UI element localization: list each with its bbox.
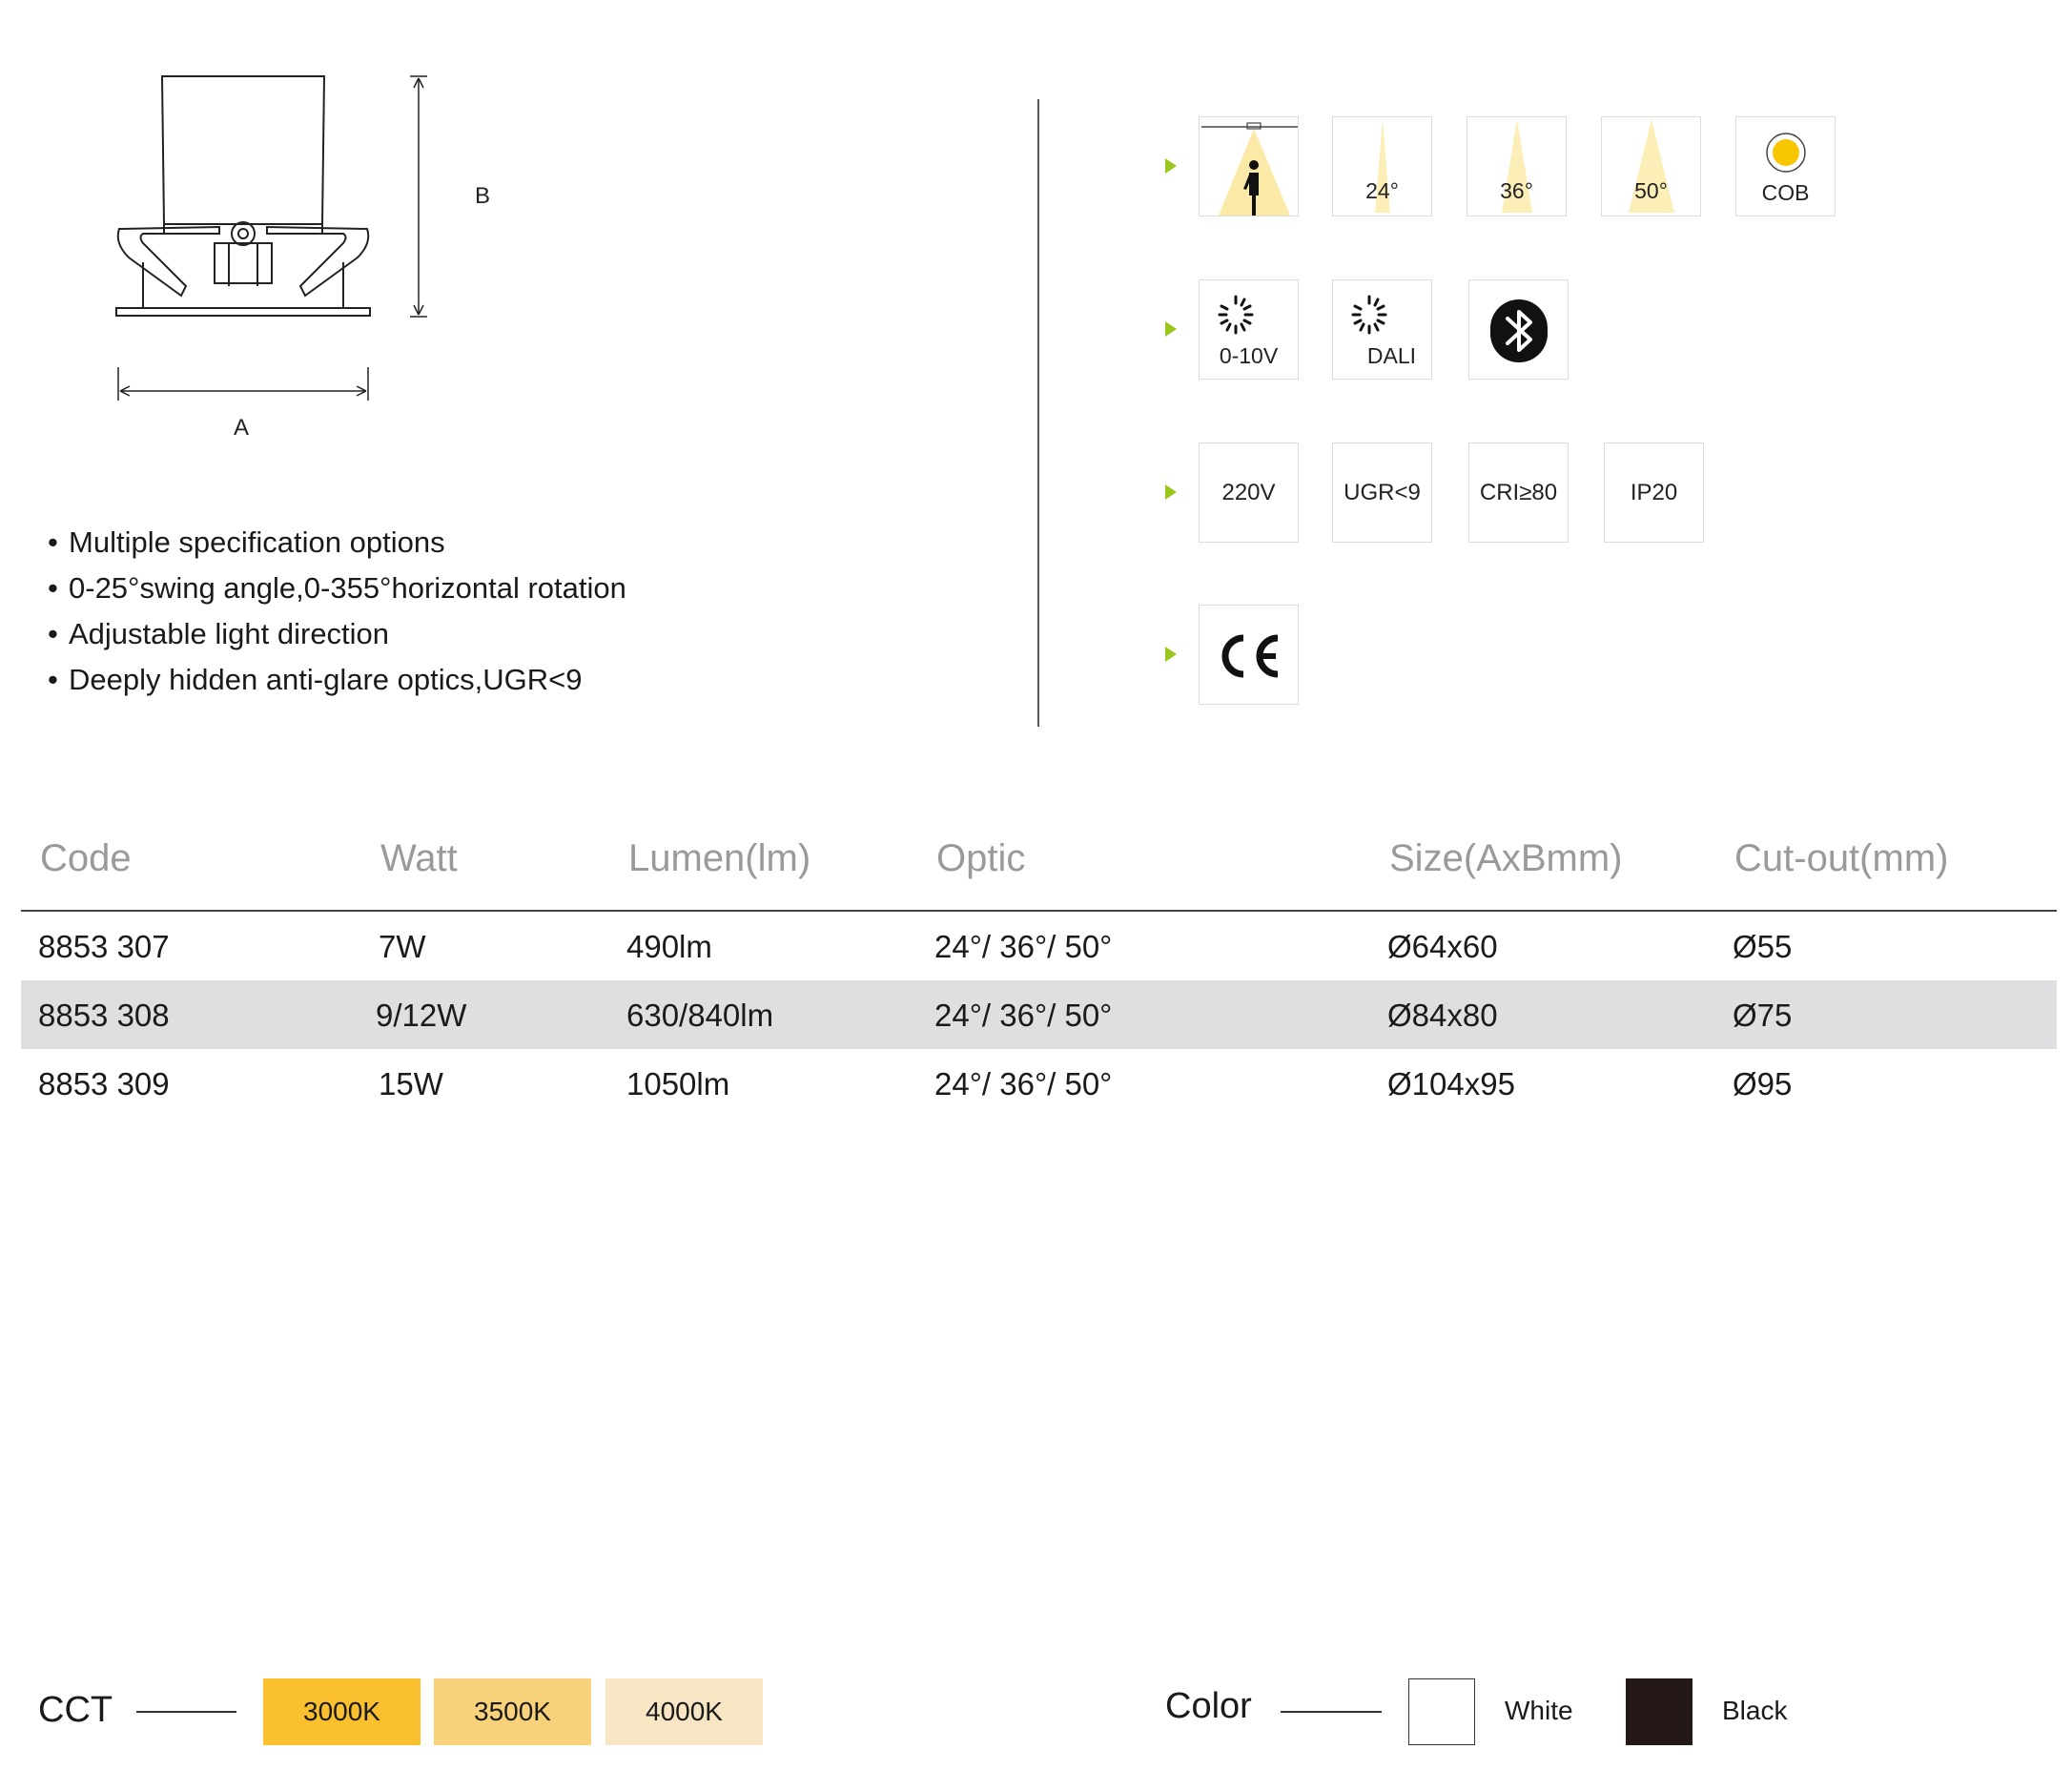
- tile-beam-24: [1332, 116, 1432, 216]
- color-connector-line: [1281, 1711, 1382, 1713]
- cct-3000k-swatch: 3000K: [263, 1678, 421, 1745]
- cct-3500k-swatch: 3500K: [434, 1678, 591, 1745]
- tile-ip-rating: [1604, 442, 1704, 543]
- color-black-label: Black: [1722, 1696, 1788, 1725]
- table-row: 8853 307 7W 490lm 24°/ 36°/ 50° Ø64x60 Ø55: [38, 929, 1793, 964]
- product-drawing: [95, 67, 534, 467]
- bluetooth-icon: [1469, 280, 1569, 381]
- header-watt: Watt: [380, 837, 458, 879]
- header-cutout: Cut-out(mm): [1734, 837, 1949, 879]
- color-white-label: White: [1505, 1696, 1573, 1725]
- tile-person-lighting: [1199, 116, 1299, 216]
- tile-ce-mark: [1199, 605, 1299, 705]
- table-header: [21, 828, 2057, 912]
- header-lumen: Lumen(lm): [628, 837, 811, 879]
- green-arrow-icon: [1165, 321, 1177, 337]
- cct-label: CCT: [38, 1690, 113, 1730]
- color-black-swatch: [1626, 1678, 1692, 1745]
- green-arrow-icon: [1165, 158, 1177, 174]
- dimming-0-10v-label: 0-10V: [1219, 343, 1279, 368]
- beam-36-label: 36°: [1500, 178, 1533, 203]
- dimming-dali-label: DALI: [1366, 343, 1417, 368]
- person-under-light-icon: [1200, 117, 1300, 217]
- vertical-divider: [1037, 99, 1039, 727]
- cri-label: CRI≥80: [1479, 479, 1558, 505]
- tile-cri: [1468, 442, 1569, 543]
- header-size: Size(AxBmm): [1389, 837, 1623, 879]
- color-label: Color: [1165, 1686, 1252, 1726]
- tile-beam-36: [1467, 116, 1567, 216]
- tile-dimming-dali: [1332, 279, 1432, 380]
- feature-item: • Deeply hidden anti-glare optics,UGR<9: [48, 663, 583, 696]
- tile-ugr: [1332, 442, 1432, 543]
- voltage-label: 220V: [1221, 479, 1276, 505]
- tile-dimming-0-10v: [1199, 279, 1299, 380]
- beam-50-label: 50°: [1634, 178, 1668, 203]
- green-arrow-icon: [1165, 647, 1177, 662]
- dimension-b-label: B: [475, 183, 491, 209]
- table-row: 8853 308 9/12W 630/840lm 24°/ 36°/ 50° Ø84x80 Ø75: [21, 980, 2057, 1049]
- header-code: Code: [40, 837, 132, 879]
- tile-voltage: [1199, 442, 1299, 543]
- header-optic: Optic: [936, 837, 1026, 879]
- ce-mark-icon: [1200, 606, 1300, 706]
- downlight-outline-drawing: [95, 67, 534, 467]
- feature-item: • Multiple specification options: [48, 525, 445, 559]
- beam-24-label: 24°: [1365, 178, 1399, 203]
- ip-rating-label: IP20: [1630, 479, 1678, 505]
- color-white-swatch: [1408, 1678, 1475, 1745]
- tile-beam-50: [1601, 116, 1701, 216]
- feature-item: • Adjustable light direction: [48, 617, 390, 650]
- tile-bluetooth: [1468, 279, 1569, 380]
- cob-label: COB: [1761, 180, 1810, 205]
- feature-item: • 0-25°swing angle,0-355°horizontal rotation: [48, 571, 626, 605]
- spec-table: [21, 828, 2057, 1118]
- green-arrow-icon: [1165, 484, 1177, 500]
- feature-list: [48, 520, 626, 703]
- tile-cob: [1735, 116, 1836, 216]
- dimension-a-label: A: [234, 415, 250, 441]
- cct-4000k-swatch: 4000K: [605, 1678, 763, 1745]
- cct-connector-line: [136, 1711, 236, 1713]
- ugr-label: UGR<9: [1344, 479, 1421, 505]
- table-row: 8853 309 15W 1050lm 24°/ 36°/ 50° Ø104x95 Ø95: [38, 1066, 1793, 1101]
